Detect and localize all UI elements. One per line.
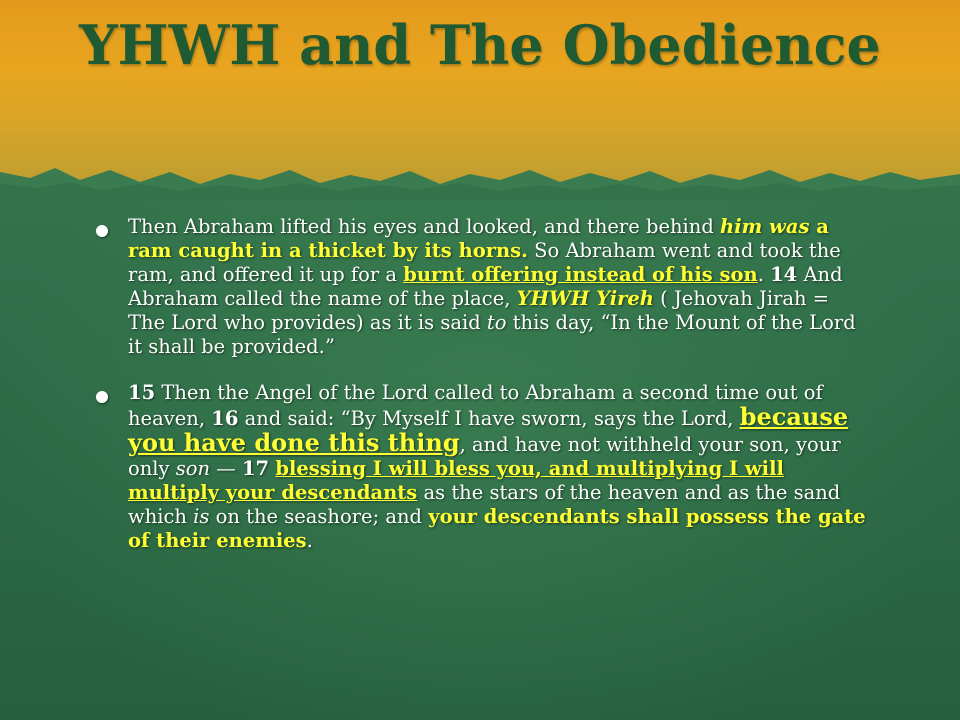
text-run: on the seashore; and: [209, 505, 429, 528]
text-run: .: [306, 529, 313, 552]
text-run: and said: “By Myself I have sworn, says the Lord,: [238, 407, 740, 430]
highlighted-text: him was: [720, 215, 810, 238]
bullet-dot-icon: [96, 391, 108, 403]
text-run: , and have not withheld your son, your only: [128, 433, 841, 480]
underlined-highlight: blessing I will bless you, and multiplying I will multiply your descendants: [128, 457, 784, 504]
brush-edge-decoration: [0, 150, 960, 200]
text-run: this day, “In the Mount of the Lord it shall be provided.”: [128, 311, 856, 358]
text-run: Then Abraham lifted his eyes and looked, and there behind: [128, 215, 721, 238]
italic-text: to: [486, 311, 507, 334]
text-run: —: [210, 457, 242, 480]
bullet-paragraph-2: [100, 381, 870, 553]
text-run: And Abraham called the name of the place,: [128, 263, 843, 310]
slide-content: [100, 215, 870, 575]
verse-number: 17: [241, 457, 270, 480]
highlighted-text: YHWH Yireh: [516, 287, 654, 310]
text-run: .: [757, 263, 771, 286]
bullet-dot-icon: [96, 225, 108, 237]
highlighted-text: your descendants shall possess the gate of their enemies: [128, 505, 866, 552]
verse-number: 14: [770, 263, 798, 286]
bullet-paragraph-1: [100, 215, 870, 359]
slide-title: YHWH and The Obedience: [79, 13, 881, 77]
text-run: Then the Angel of the Lord called to Abraham a second time out of heaven,: [128, 381, 823, 430]
highlighted-text: a ram caught in a thicket by its horns.: [128, 215, 829, 262]
text-run: as the stars of the heaven and as the sand which: [128, 481, 841, 528]
italic-text: is: [193, 505, 210, 528]
verse-number: 15: [128, 381, 156, 404]
verse-number: 16: [211, 407, 239, 430]
underlined-highlight: because you have done this thing: [128, 402, 849, 457]
text-run: ( Jehovah Jirah = The Lord who provides) as it is said: [128, 287, 830, 334]
underlined-highlight: burnt offering instead of his son: [403, 263, 758, 286]
italic-text: son: [175, 457, 211, 480]
text-run: So Abraham went and took the ram, and offered it up for a: [128, 239, 841, 286]
